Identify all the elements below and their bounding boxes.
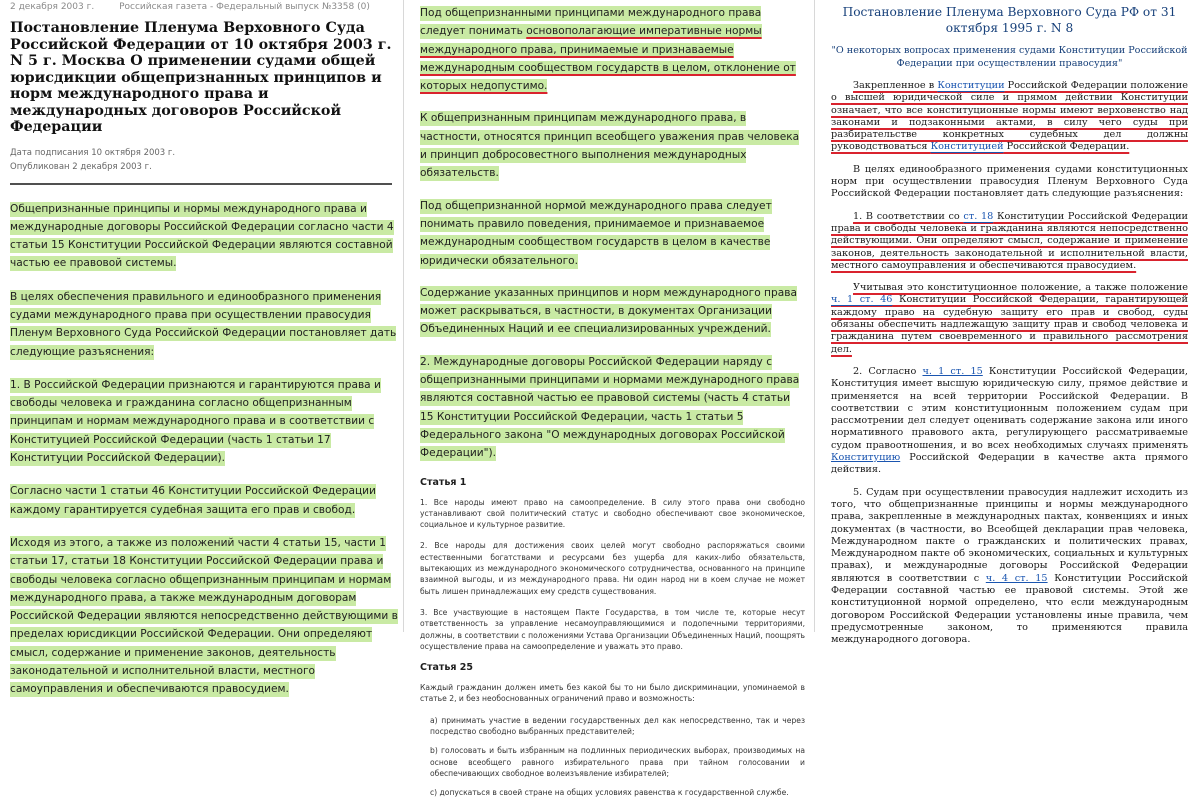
article-link[interactable]: ст. 18 [963, 210, 994, 222]
document-title: Постановление Пленума Верховного Суда РФ от 31 октября 1995 г. N 8 [842, 5, 1177, 35]
text: Российской Федерации. [1003, 141, 1130, 153]
constitution-link[interactable]: Конституции [937, 80, 1005, 91]
paragraph: В целях единообразного применения судами конституционных норм при осуществлении правосудия Пленум Верховного Суда Российской Федерации постановляет дать следующие разъяснения: [831, 163, 1188, 200]
article-meta-bar [10, 2, 402, 14]
paragraph [420, 353, 805, 463]
article-link[interactable]: ч. 4 ст. 15 [985, 572, 1048, 584]
paragraph [420, 109, 805, 182]
paragraph [831, 366, 1188, 477]
highlighted-text: Общепризнанные принципы и нормы международного права и международные договоры Российской Федерации согласно части 4 статьи 15 Конституции Российской Федерации являются составной частью ее правовой системы. [10, 202, 394, 270]
highlighted-text: Под общепризнанными принципами международного права следует понимать [420, 7, 762, 38]
article-source: Российская газета - Федеральный выпуск №3358 (0) [119, 2, 370, 12]
paragraph [10, 288, 402, 361]
article-date: 2 декабря 2003 г. [10, 2, 95, 12]
article-heading: Статья 25 [420, 662, 474, 674]
covenant-item: c) допускаться в своей стране на общих условиях равенства к государственной службе. [430, 788, 789, 798]
text: 5. Судам при осуществлении правосудия надлежит исходить из того, что общепризнанные принципы и нормы международного права, закрепленные в международных пактах, конвенциях и иных документах (в частности, во Всеобщей декларации прав человека, Международном пакте о гражданских и политических правах, Международном пакте об экономических, социальных и культурных правах), и международные договоры Российской Федерации являются в соответствии с [831, 486, 1188, 584]
text: Учитывая это конституционное положение, а также положение [853, 282, 1188, 294]
highlighted-text: Согласно части 1 статьи 46 Конституции Российской Федерации каждому гарантируется судебная защита его прав и свобод. [10, 485, 376, 516]
highlighted-text: Под общепризнанной нормой международного права следует понимать правило поведения, принимаемое и признаваемое международным сообществом государств в целом в качестве юридически обязательного. [420, 199, 772, 267]
highlighted-text: 2. Международные договоры Российской Федерации наряду с общепризнанными принципами и нормами международного права являются составной частью ее правовой системы (часть 4 статьи 15 Конституции Российской Федерации, часть 1 статьи 5 Федерального закона "О международных договорах Российской Федерации"). [420, 355, 800, 460]
highlighted-text: 1. В Российской Федерации признаются и гарантируются права и свободы человека и гражданина согласно общепризнанным принципам и нормам международного права и в соответствии с Конституцией Российской Федерации (часть 1 статьи 17 Конституции Российской Федерации). [10, 378, 381, 465]
resolution-1995-panel [814, 0, 1200, 646]
article-heading: Статья 1 [420, 476, 467, 488]
paragraph [831, 282, 1188, 356]
underlined-highlighted-text: основополагающие императивные нормы международного права, принимаемые и признаваемые международным сообществом государств в целом, отклонение от которых недопустимо. [420, 25, 796, 93]
constitution-link[interactable]: Конституцией [930, 141, 1004, 153]
text: Конституции Российской Федерации составной частью ее правовой системы. Этой же конституционной нормой определено, что если международным договором Российской Федерации установлены иные правила, чем предусмотренные законом, то применяются правила международного договора. [831, 572, 1189, 646]
covenant-paragraph: 3. Все участвующие в настоящем Пакте Государства, в том числе те, которые несут ответственность за управление несамоуправляющимися и подопечными территориями, должны, в соответствии с положениями Устава Организации Объединенных Наций, поощрять осуществление права на самоопределение и уважать это право. [420, 607, 805, 651]
text: Конституции Российской Федерации, гарантирующей каждому право на судебную защиту его прав и свобод, суды обязаны обеспечить надлежащую защиту прав и свобод человека и гражданина путем своевременного и правильного рассмотрения дел. [831, 294, 1188, 355]
covenant-item: a) принимать участие в ведении государственных дел как непосредственно, так и через посредство свободно выбранных представителей; [430, 715, 805, 736]
paragraph [420, 4, 805, 95]
underlined-text [831, 211, 1188, 271]
signed-date: Дата подписания 10 октября 2003 г. [10, 147, 176, 158]
article-dates [10, 146, 402, 174]
text: 1. В соответствии со [853, 210, 964, 222]
published-date: Опубликован 2 декабря 2003 г. [10, 161, 152, 172]
document-subtitle: "О некоторых вопросах применения судами Конституции Российской Федерации при осуществлении правосудия" [831, 45, 1188, 69]
text: Закрепленное в [853, 80, 938, 91]
paragraph [831, 80, 1188, 154]
highlighted-text: К общепризнанным принципам международного права, в частности, относятся принцип всеобщего уважения прав человека и принцип добросовестного выполнения международных обязательств. [420, 112, 800, 180]
article-link[interactable]: ч. 1 ст. 15 [922, 365, 983, 377]
paragraph [10, 534, 402, 699]
covenant-paragraph: 1. Все народы имеют право на самоопределение. В силу этого права они свободно устанавливают свой политический статус и свободно обеспечивают свое экономическое, социальное и культурное развитие. [420, 497, 805, 530]
article-body [10, 200, 402, 699]
paragraph [420, 284, 805, 339]
paragraph [831, 487, 1188, 647]
article-title: Постановление Пленума Верховного Суда Российской Федерации от 10 октября 2003 г. N 5 г. Москва О применении судами общей юрисдикции общепризнанных принципов и норм международного права и международных договоров Российской Федерации [10, 20, 392, 135]
paragraph [831, 211, 1188, 272]
divider [10, 183, 392, 185]
explanation-panel [403, 0, 813, 798]
constitution-link[interactable]: Конституцию [831, 452, 901, 464]
highlighted-text: Исходя из этого, а также из положений части 4 статьи 15, части 1 статьи 17, статьи 18 Конституции Российской Федерации права и свободы человека согласно общепризнанным принципам и нормам международного права, а также международным договорам Российской Федерации являются непосредственно действующими в пределах юрисдикции Российской Федерации. Они определяют смысл, содержание и применение законов, деятельность законодательной и исполнительной власти, местного самоуправления и обеспечиваются правосудием. [10, 536, 398, 696]
highlighted-text: В целях обеспечения правильного и единообразного применения судами международного права при осуществлении правосудия Пленум Верховного Суда Российской Федерации постановляет дать следующие разъяснения: [10, 290, 397, 358]
underlined-text [831, 282, 1188, 354]
text: Конституции Российской Федерации, Конституция имеет высшую юридическую силу, прямое действие и применяется на всей территории Российской Федерации. В соответствии с этим конституционным положением судам при рассмотрении дел следует оценивать содержание закона или иного нормативного правового акта, регулирующего рассматриваемые судом правоотношения, и во всех необходимых случаях применять [831, 365, 1188, 451]
covenant-item: b) голосовать и быть избранным на подлинных периодических выборах, производимых на основе всеобщего равного избирательного права при тайном голосовании и обеспечивающих свободное волеизъявление избирателей; [430, 746, 805, 778]
text: Российской Федерации в качестве акта прямого действия. [831, 452, 1188, 476]
paragraph [10, 376, 402, 467]
covenant-paragraph: 2. Все народы для достижения своих целей могут свободно распоряжаться своими естественными богатствами и ресурсами без ущерба для каких-либо обязательств, вытекающих из международного экономического сотрудничества, основанного на принципе взаимной выгоды, и из международного права. Ни один народ ни в коем случае не может быть лишен принадлежащих ему средств существования. [420, 541, 805, 596]
paragraph [10, 482, 402, 519]
underlined-text [831, 80, 1188, 152]
text: Российской Федерации положение о высшей юридической силе и прямом действии Конституции означает, что все конституционные нормы имеют верховенство над законами и подзаконными актами, в силу чего суды при разбирательстве конкретных судебных дел должны руководствоваться [831, 80, 1188, 153]
covenant-paragraph: Каждый гражданин должен иметь без какой бы то ни было дискриминации, упоминаемой в статье 2, и без необоснованных ограничений право и возможность: [420, 683, 805, 704]
text: Конституции Российской Федерации права и свободы человека и гражданина являются непосредственно действующими. Они определяют смысл, содержание и применение законов, деятельность законодательной и исполнительной власти, местного самоуправления и обеспечиваются правосудием. [831, 210, 1188, 271]
rg-article-panel [0, 0, 402, 696]
paragraph [420, 197, 805, 270]
highlighted-text: Содержание указанных принципов и норм международного права может раскрываться, в частности, в документах Организации Объединенных Наций и ее специализированных учреждений. [420, 286, 797, 336]
text: 2. Согласно [853, 365, 923, 377]
paragraph [10, 200, 402, 273]
article-link[interactable]: ч. 1 ст. 46 [831, 294, 893, 306]
